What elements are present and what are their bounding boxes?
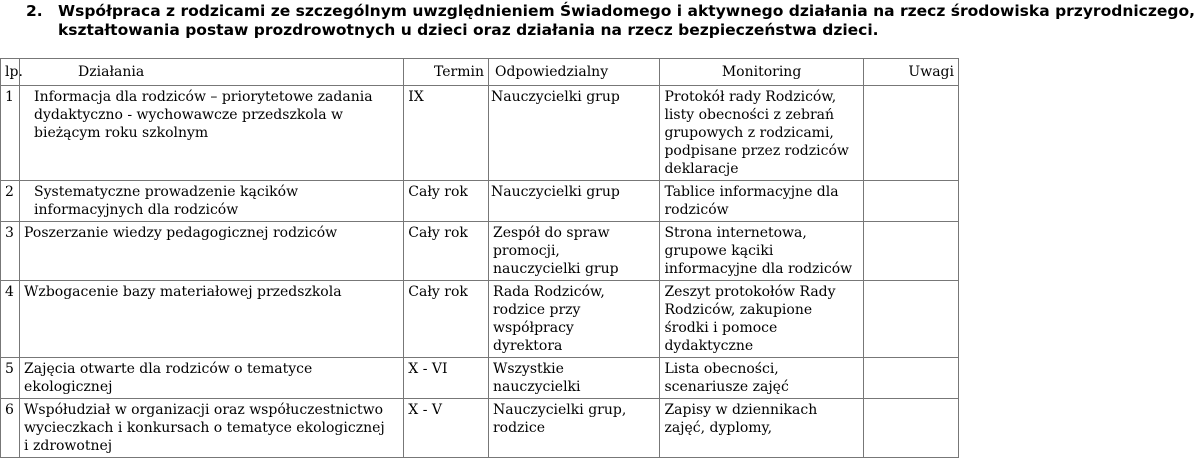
row-notes [863,86,958,181]
row-term: X - V [404,399,489,458]
table-row [1,358,959,399]
table-row [1,222,959,281]
row-number: 6 [1,399,20,458]
row-number: 3 [1,222,20,281]
row-term: IX [404,86,489,181]
header-lp: lp. [1,59,20,86]
row-monitoring: Zapisy w dziennikach zajęć, dyplomy, [660,399,863,458]
row-responsible: Wszystkie nauczycielki [488,358,659,399]
row-action: Poszerzanie wiedzy pedagogicznej rodziców [20,222,404,281]
row-responsible: Rada Rodziców, rodzice przy współpracy dyrektora [488,281,659,358]
row-term: Cały rok [404,222,489,281]
section-title-line-2: kształtowania postaw prozdrowotnych u dzieci oraz działania na rzecz bezpieczeństwa dzieci. [58,21,879,39]
row-term: Cały rok [404,281,489,358]
table-row [1,181,959,222]
row-term: Cały rok [404,181,489,222]
row-notes [863,399,958,458]
row-responsible: Zespół do spraw promocji, nauczycielki grup [488,222,659,281]
row-number: 2 [1,181,20,222]
row-number: 1 [1,86,20,181]
header-actions: Działania [20,59,404,86]
row-action: Systematyczne prowadzenie kącików informacyjnych dla rodziców [20,181,404,222]
row-monitoring: Strona internetowa, grupowe kąciki informacyjne dla rodziców [660,222,863,281]
row-number: 5 [1,358,20,399]
row-action: Wzbogacenie bazy materiałowej przedszkola [20,281,404,358]
row-responsible: Nauczycielki grup [488,86,659,181]
table-row [1,86,959,181]
row-responsible: Nauczycielki grup, rodzice [488,399,659,458]
table-row [1,281,959,358]
row-monitoring: Tablice informacyjne dla rodziców [660,181,863,222]
row-monitoring: Zeszyt protokołów Rady Rodziców, zakupione środki i pomoce dydaktyczne [660,281,863,358]
row-notes [863,181,958,222]
row-notes [863,222,958,281]
table-header-row [1,59,959,86]
cooperation-plan-table [0,58,959,458]
row-number: 4 [1,281,20,358]
row-monitoring: Protokół rady Rodziców, listy obecności z zebrań grupowych z rodzicami, podpisane przez rodziców deklaracje [660,86,863,181]
row-monitoring: Lista obecności, scenariusze zajęć [660,358,863,399]
table-row [1,399,959,458]
header-term: Termin [404,59,489,86]
row-notes [863,281,958,358]
section-title-line-1: Współpraca z rodzicami ze szczególnym uwzględnieniem Świadomego i aktywnego działania na rzecz środowiska przyrodniczego, [58,2,1195,20]
row-responsible: Nauczycielki grup [488,181,659,222]
section-number: 2. [26,2,43,20]
row-notes [863,358,958,399]
header-notes: Uwagi [863,59,958,86]
header-monitoring: Monitoring [660,59,863,86]
row-action: Zajęcia otwarte dla rodziców o tematyce ekologicznej [20,358,404,399]
header-responsible: Odpowiedzialny [488,59,659,86]
row-action: Informacja dla rodziców – priorytetowe zadania dydaktyczno - wychowawcze przedszkola w bieżącym roku szkolnym [20,86,404,181]
row-term: X - VI [404,358,489,399]
row-action: Współudział w organizacji oraz współuczestnictwo wycieczkach i konkursach o tematyce ekologicznej i zdrowotnej [20,399,404,458]
